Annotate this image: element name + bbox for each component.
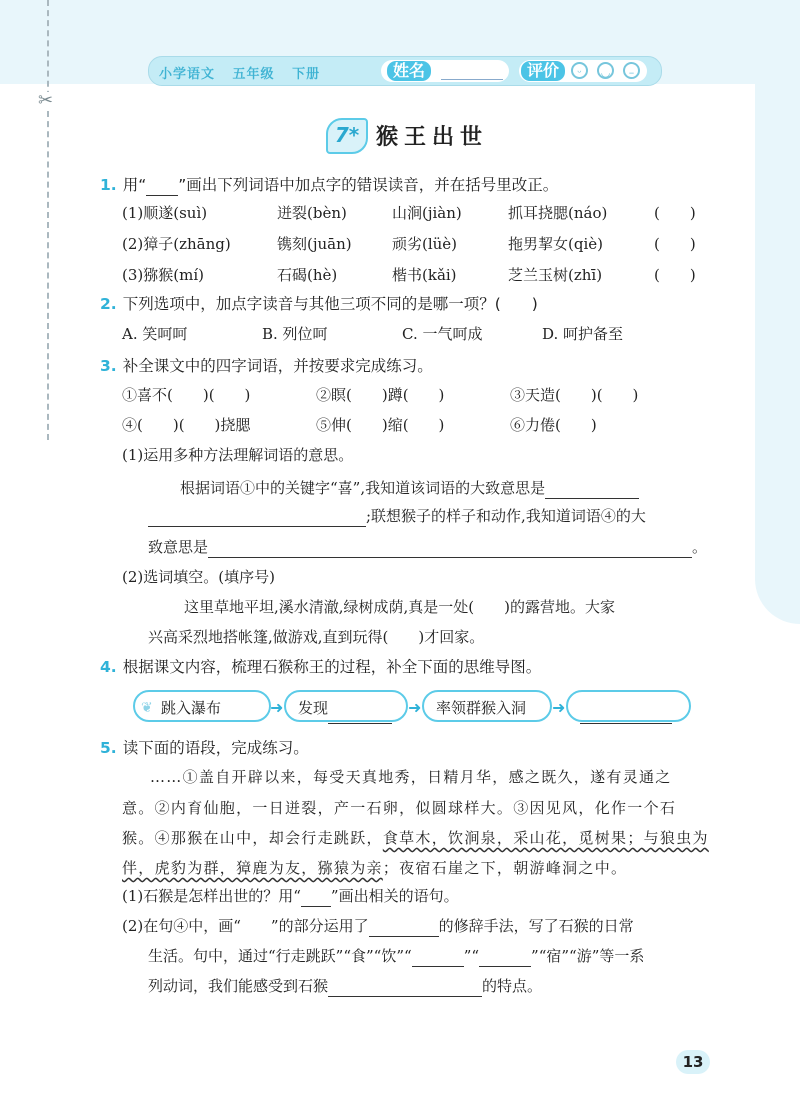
q3-sub1-text: 致意思是 [148, 538, 209, 556]
q5-sub2-text: 的修辞手法，写了石猴的日常 [438, 917, 634, 935]
q1-item: 拖男挈女(qiè) [508, 235, 603, 253]
q5-text: 读下面的语段，完成练习。 [122, 739, 309, 757]
mind-map-node-1 [133, 690, 271, 722]
q3-sub2-line-2[interactable]: 兴高采烈地搭帐篷,做游戏,直到玩得( )才回家。 [148, 628, 485, 646]
q1-row-1 [122, 202, 722, 224]
question-number: 4. [100, 658, 117, 676]
q5-sub2-text: 的特点。 [482, 977, 543, 995]
q5-sub2-text: 生活。句中，通过“行走跳跃”“食”“饮”“ [148, 947, 412, 965]
lesson-title: 猴王出世 [376, 125, 489, 150]
answer-blank[interactable] [545, 480, 639, 499]
question-1 [100, 174, 558, 196]
wavy-underlined-text: 伴，虎豹为群，獐鹿为友，猕猿为亲 [122, 859, 383, 877]
question-number: 1. [100, 176, 117, 194]
option-a[interactable]: A. 笑呵呵 [122, 325, 188, 343]
page-number: 13 [676, 1050, 710, 1074]
q3-sub-2: (2)选词填空。(填序号) [122, 568, 275, 586]
q5-sub2-line-3 [148, 975, 542, 997]
scissors-icon: ✂ [38, 90, 54, 111]
answer-paren[interactable]: ( ) [654, 204, 696, 222]
question-5 [100, 737, 309, 759]
arrow-icon: ➜ [552, 698, 566, 717]
node-label: 发现 [298, 699, 329, 717]
cut-line [47, 0, 49, 440]
q2-text: 下列选项中，加点字读音与其他三项不同的是哪一项？( ) [122, 295, 538, 313]
q1-item: (3)猕猴(mí) [122, 266, 204, 284]
answer-paren[interactable]: ( ) [654, 266, 696, 284]
q1-item: (2)獐子(zhāng) [122, 235, 231, 253]
q3-sub1-line-2 [148, 505, 646, 527]
answer-blank[interactable] [328, 978, 482, 997]
q3-sub1-text: 根据词语①中的关键字“喜”,我知道该词语的大致意思是 [180, 479, 546, 497]
idiom-blank[interactable]: ③天造( )( ) [510, 386, 639, 404]
mind-map-node-4[interactable] [566, 690, 691, 722]
passage-text: 猴。④那猴在山中，却会行走跳跃， [122, 829, 383, 847]
q5-sub2-text: ”的部分运用了 [270, 917, 369, 935]
question-number: 3. [100, 357, 117, 375]
q1-row-3 [122, 264, 722, 286]
idiom-blank[interactable]: ①喜不( )( ) [122, 386, 251, 404]
answer-blank[interactable] [328, 701, 392, 724]
question-2 [100, 293, 538, 315]
q1-item: 楷书(kǎi) [392, 266, 457, 284]
name-label: 姓名 [387, 61, 431, 81]
passage-line-3 [122, 827, 709, 849]
answer-blank[interactable] [208, 539, 692, 558]
q1-item: 石碣(hè) [277, 266, 338, 284]
arrow-icon: ➜ [408, 698, 422, 717]
node-label: 跳入瀑布 [161, 699, 222, 717]
idiom-blank[interactable]: ⑥力倦( ) [510, 416, 597, 434]
answer-blank[interactable] [412, 948, 464, 967]
answer-blank[interactable] [148, 508, 366, 527]
q1-item: 迸裂(bèn) [277, 204, 347, 222]
q1-item: (1)顺遂(suì) [122, 204, 208, 222]
answer-paren[interactable]: ( ) [654, 235, 696, 253]
side-decoration [755, 84, 800, 624]
q5-sub1-text: ”画出相关的语句。 [330, 887, 459, 905]
q5-sub2-line-2 [148, 945, 644, 967]
answer-blank[interactable] [580, 701, 672, 724]
passage-line-2: 意。②内育仙胞，一日迸裂，产一石卵，似圆球样大。③因见风，化作一个石 [122, 799, 677, 817]
mind-map-node-2[interactable] [284, 690, 408, 722]
wavy-underlined-text: 食草木，饮涧泉，采山花，觅树果；与狼虫为 [382, 829, 709, 847]
q3-sub1-text: 。 [692, 538, 708, 556]
question-4 [100, 656, 541, 678]
laughing-face-icon[interactable]: ᵕ [571, 62, 588, 79]
mind-map [133, 690, 693, 726]
question-number: 2. [100, 295, 117, 313]
q3-sub1-text: ;联想猴子的样子和动作,我知道词语④的大 [366, 507, 646, 525]
q1-item: 抓耳挠腮(náo) [508, 204, 608, 222]
subject-label: 小学语文 [159, 67, 216, 82]
evaluation-label: 评价 [521, 61, 565, 81]
q5-sub2-text: 列动词，我们能感受到石猴 [148, 977, 329, 995]
passage-line-1: ……①盖自开辟以来，每受天真地秀，日精月华，感之既久，遂有灵通之 [150, 768, 672, 786]
q3-text: 补全课文中的四字词语，并按要求完成练习。 [122, 357, 433, 375]
q1-item: 山涧(jiàn) [392, 204, 462, 222]
q5-sub-2 [122, 915, 634, 937]
q1-item: 芝兰玉树(zhī) [508, 266, 603, 284]
wavy-line-sample [241, 915, 271, 937]
option-c[interactable]: C. 一气呵成 [402, 325, 483, 343]
option-d[interactable]: D. 呵护备至 [542, 325, 624, 343]
q5-sub2-text: ”“ [463, 947, 480, 965]
smile-face-icon[interactable]: ◡ [597, 62, 614, 79]
passage-line-4 [122, 857, 627, 879]
q3-row-1 [122, 384, 682, 406]
node-label: 率领群猴入洞 [436, 699, 527, 717]
q5-sub2-text: (2)在句④中，画“ [122, 917, 241, 935]
neutral-face-icon[interactable]: – [623, 62, 640, 79]
q3-sub2-line-1[interactable]: 这里草地平坦,溪水清澈,绿树成荫,真是一处( )的露营地。大家 [184, 598, 616, 616]
q1-item: 镌刻(juān) [277, 235, 352, 253]
q1-item: 顽劣(lüè) [392, 235, 458, 253]
q3-sub1-line-1 [180, 477, 639, 499]
q5-sub-1 [122, 885, 459, 907]
underline-sample [301, 888, 331, 907]
book-info [159, 63, 332, 82]
header-bar [148, 56, 662, 86]
volume-label: 下册 [292, 67, 321, 82]
option-b[interactable]: B. 列位呵 [262, 325, 328, 343]
q4-text: 根据课文内容，梳理石猴称王的过程，补全下面的思维导图。 [122, 658, 542, 676]
answer-blank[interactable] [369, 918, 439, 937]
q3-sub-1: (1)运用多种方法理解词语的意思。 [122, 446, 354, 464]
q1-text-b: ”画出下列词语中加点字的错误读音，并在括号里改正。 [178, 176, 559, 194]
q5-sub1-text: (1)石猴是怎样出世的？用“ [122, 887, 301, 905]
q2-options [122, 323, 682, 345]
name-blank[interactable] [441, 79, 503, 80]
answer-blank[interactable] [479, 948, 531, 967]
q1-row-2 [122, 233, 722, 255]
q3-row-2 [122, 414, 682, 436]
q3-sub1-line-3 [148, 536, 707, 558]
passage-text: ；夜宿石崖之下，朝游峰洞之中。 [382, 859, 628, 877]
idiom-blank[interactable]: ②瞑( )蹲( ) [316, 386, 445, 404]
q1-text-a: 用“ [122, 176, 147, 194]
idiom-blank[interactable]: ④( )( )挠腮 [122, 416, 251, 434]
underline-sample [146, 177, 178, 196]
grade-label: 五年级 [232, 67, 275, 82]
q5-sub2-text: ”“宿”“游”等一系 [531, 947, 645, 965]
question-3 [100, 355, 433, 377]
lesson-number-badge: 7* [326, 118, 368, 154]
question-number: 5. [100, 739, 117, 757]
mind-map-node-3 [422, 690, 552, 722]
arrow-icon: ➜ [270, 698, 284, 717]
leaf-icon: ❦ [141, 700, 153, 716]
idiom-blank[interactable]: ⑤伸( )缩( ) [316, 416, 445, 434]
